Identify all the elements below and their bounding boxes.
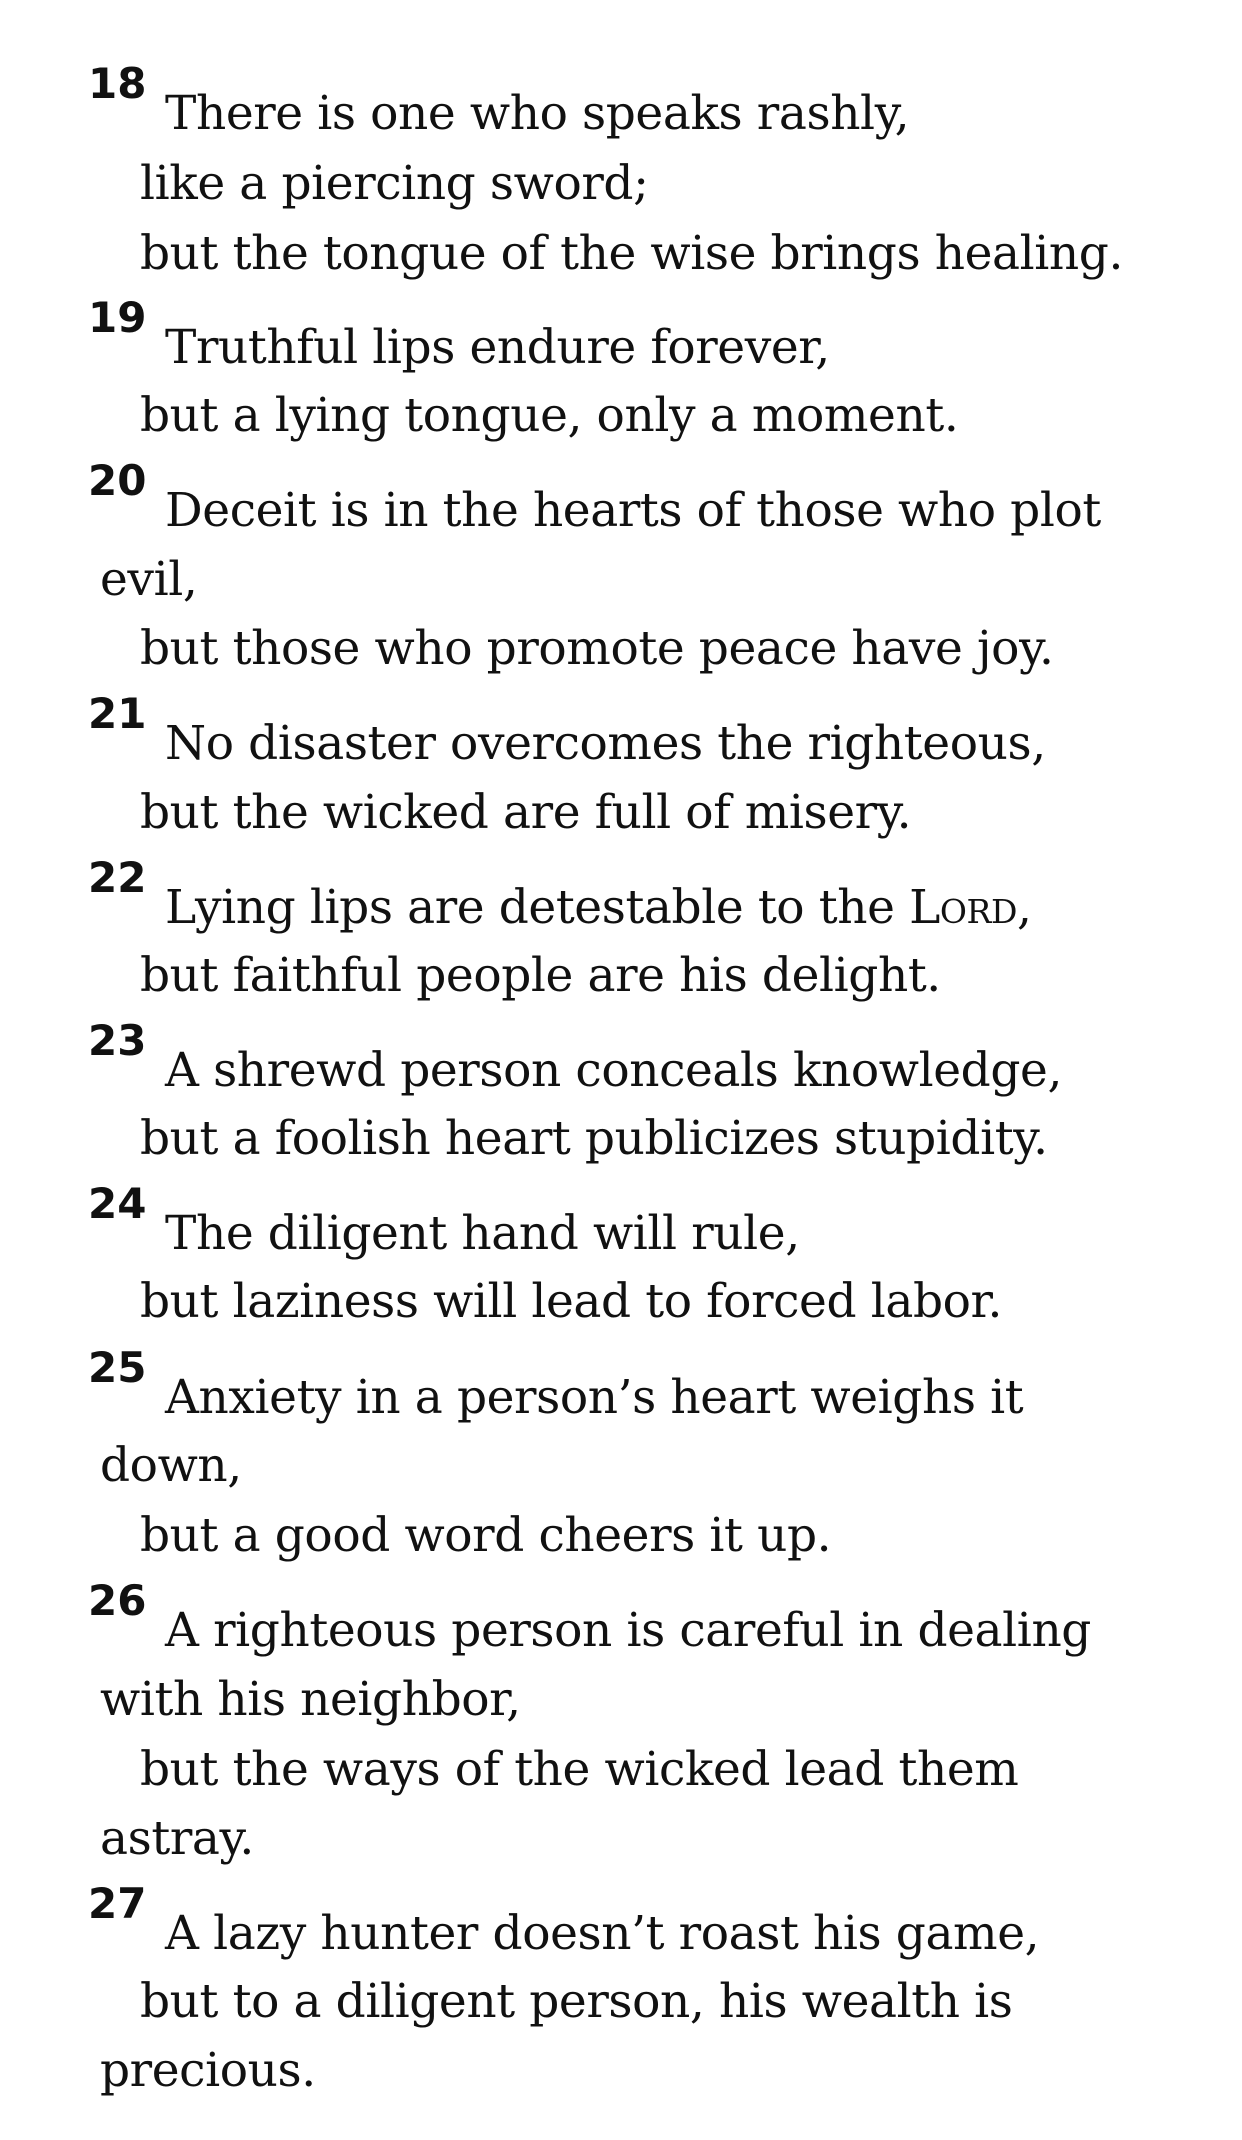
verse-line: No disaster overcomes the righteous, [165, 716, 1046, 771]
verse-line: but the wicked are full of misery. [140, 785, 912, 840]
verse-number: 20 [88, 456, 147, 505]
verse-line: astray. [100, 1811, 254, 1866]
divine-name: Lord [909, 880, 1018, 935]
verse-line: but to a diligent person, his wealth is [140, 1974, 1013, 2029]
verse-number: 23 [88, 1016, 147, 1065]
verse-line: but the ways of the wicked lead them [140, 1742, 1019, 1797]
verse-number: 18 [88, 59, 147, 108]
verse-line: A righteous person is careful in dealing [165, 1603, 1091, 1658]
verse-line: but the tongue of the wise brings healing. [140, 226, 1124, 281]
verse-number: 26 [88, 1576, 147, 1625]
verse-line: There is one who speaks rashly, [165, 86, 910, 141]
verse-punctuation: , [1017, 880, 1032, 935]
verse-number: 19 [88, 293, 147, 342]
verse-line [165, 880, 1032, 935]
verse-line: but a good word cheers it up. [140, 1508, 832, 1563]
verse-line: with his neighbor, [100, 1672, 521, 1727]
verse-number: 25 [88, 1343, 147, 1392]
verse-line: The diligent hand will rule, [165, 1206, 800, 1261]
verse-text: Lying lips are detestable to the [165, 880, 910, 935]
verse-line: evil, [100, 552, 198, 607]
verse-number: 27 [88, 1879, 147, 1928]
verse-line: Anxiety in a person’s heart weighs it [165, 1370, 1024, 1425]
verse-line: A lazy hunter doesn’t roast his game, [165, 1906, 1040, 1961]
verse-number: 22 [88, 853, 147, 902]
verse-line: but faithful people are his delight. [140, 948, 941, 1003]
verse-line: A shrewd person conceals knowledge, [165, 1043, 1062, 1098]
verse-line: Truthful lips endure forever, [165, 320, 830, 375]
verse-line: precious. [100, 2043, 316, 2098]
verse-number: 24 [88, 1179, 147, 1228]
verse-line: down, [100, 1438, 242, 1493]
verse-line: like a piercing sword; [140, 156, 649, 211]
verse-line: but laziness will lead to forced labor. [140, 1274, 1002, 1329]
verse-line: but a lying tongue, only a moment. [140, 388, 959, 443]
verse-line: but a foolish heart publicizes stupidity. [140, 1111, 1048, 1166]
verse-line: but those who promote peace have joy. [140, 621, 1054, 676]
verse-number: 21 [88, 689, 147, 738]
verse-line: Deceit is in the hearts of those who plot [165, 483, 1101, 538]
